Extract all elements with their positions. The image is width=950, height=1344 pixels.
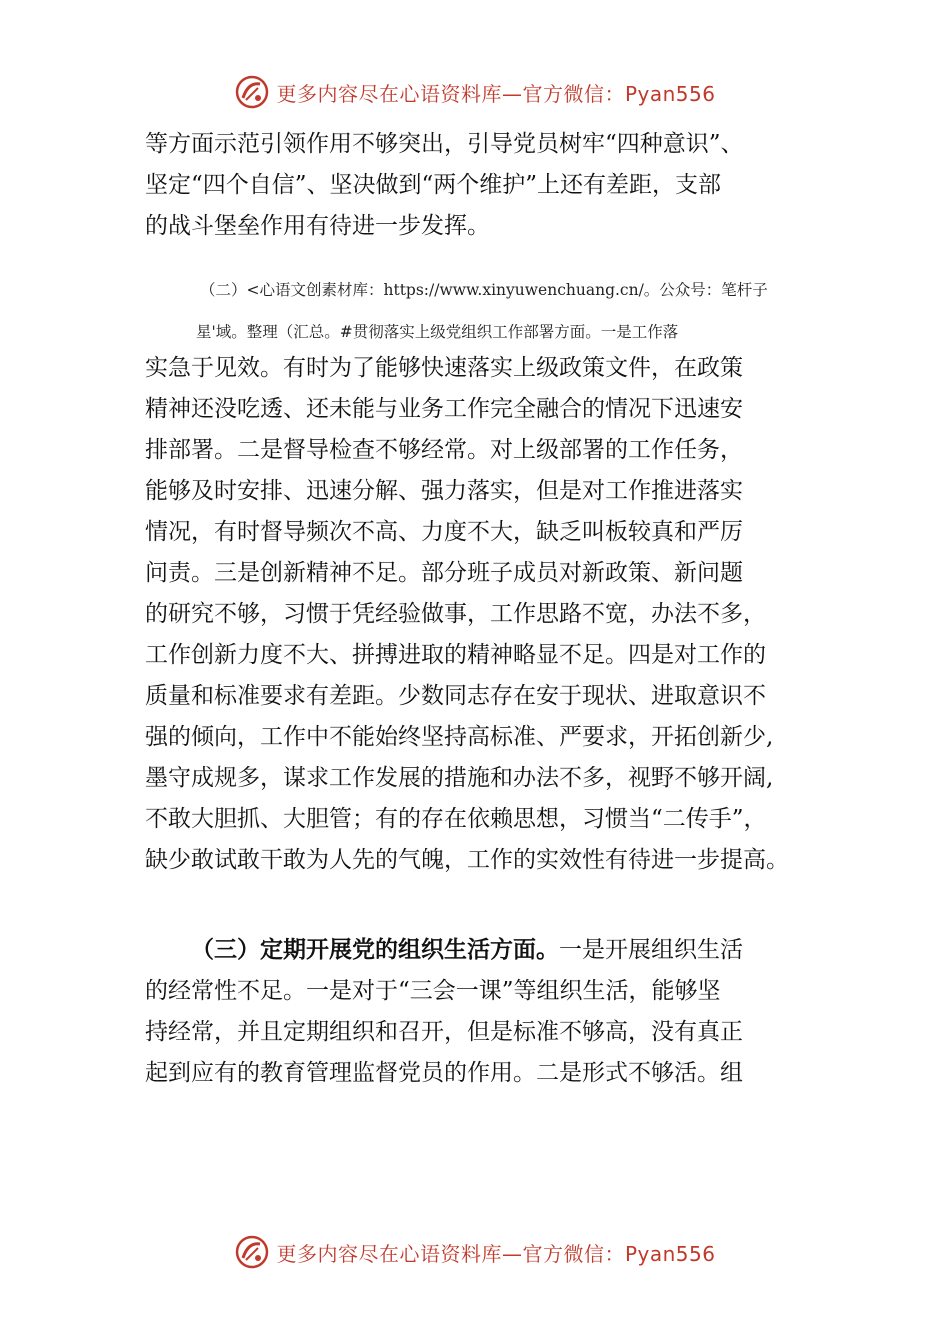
section-2-line-1: （二）<心语文创素材库：https://www.xinyuwenchuang.cn/。公众号：笔杆子 [200, 281, 768, 299]
text-line: 坚定“四个自信”、坚决做到“两个维护”上还有差距，支部 [145, 172, 722, 198]
text-line: 等方面示范引领作用不够突出，引导党员树牢“四种意识”、 [145, 131, 744, 157]
header-banner [0, 70, 950, 114]
text-line: 不敢大胆抓、大胆管；有的存在依赖思想，习惯当“二传手”， [145, 806, 767, 832]
text-line: 强的倾向，工作中不能始终坚持高标准、严要求，开拓创新少, [145, 724, 774, 750]
footer-banner-text: 更多内容尽在心语资料库—官方微信：Pyan556 [276, 1241, 716, 1266]
text-line: 工作创新力度不大、拼搏进取的精神略显不足。四是对工作的 [145, 642, 766, 668]
text-line: 持经常，并且定期组织和召开，但是标准不够高，没有真正 [145, 1019, 743, 1045]
text-line: 问责。三是创新精神不足。部分班子成员对新政策、新问题 [145, 560, 743, 586]
seal-logo-icon [234, 1234, 270, 1270]
paragraph-block-3 [145, 930, 835, 1094]
text-line: 的经常性不足。一是对于“三会一课”等组织生活，能够坚 [145, 978, 721, 1004]
text-line: 情况，有时督导频次不高、力度不大，缺乏叫板较真和严厉 [145, 519, 743, 545]
footer-banner [0, 1230, 950, 1274]
text-line: 的研究不够，习惯于凭经验做事，工作思路不宽，办法不多， [145, 601, 766, 627]
seal-logo-icon [234, 74, 270, 110]
section-3-heading-line [145, 930, 835, 971]
text-line: 的战斗堡垒作用有待进一步发挥。 [145, 213, 490, 239]
section-2-line-2: 星'域。整理（汇总。#贯彻落实上级党组织工作部署方面。一是工作落 [196, 323, 679, 341]
text-line: 能够及时安排、迅速分解、强力落实，但是对工作推进落实 [145, 478, 743, 504]
paragraph-block-2 [145, 348, 835, 881]
section-3-heading-rest: 一是开展组织生活 [559, 937, 743, 963]
paragraph-block-1 [145, 124, 835, 247]
text-line: 实急于见效。有时为了能够快速落实上级政策文件，在政策 [145, 355, 743, 381]
header-banner-text: 更多内容尽在心语资料库—官方微信：Pyan556 [276, 81, 716, 106]
text-line: 墨守成规多，谋求工作发展的措施和办法不多，视野不够开阔, [145, 765, 774, 791]
text-line: 精神还没吃透、还未能与业务工作完全融合的情况下迅速安 [145, 396, 743, 422]
text-line: 起到应有的教育管理监督党员的作用。二是形式不够活。组 [145, 1060, 743, 1086]
section-3-heading: （三）定期开展党的组织生活方面。 [191, 937, 559, 963]
text-line: 排部署。二是督导检查不够经常。对上级部署的工作任务， [145, 437, 743, 463]
text-line: 质量和标准要求有差距。少数同志存在安于现状、进取意识不 [145, 683, 766, 709]
text-line: 缺少敢试敢干敢为人先的气魄，工作的实效性有待进一步提高。 [145, 847, 789, 873]
